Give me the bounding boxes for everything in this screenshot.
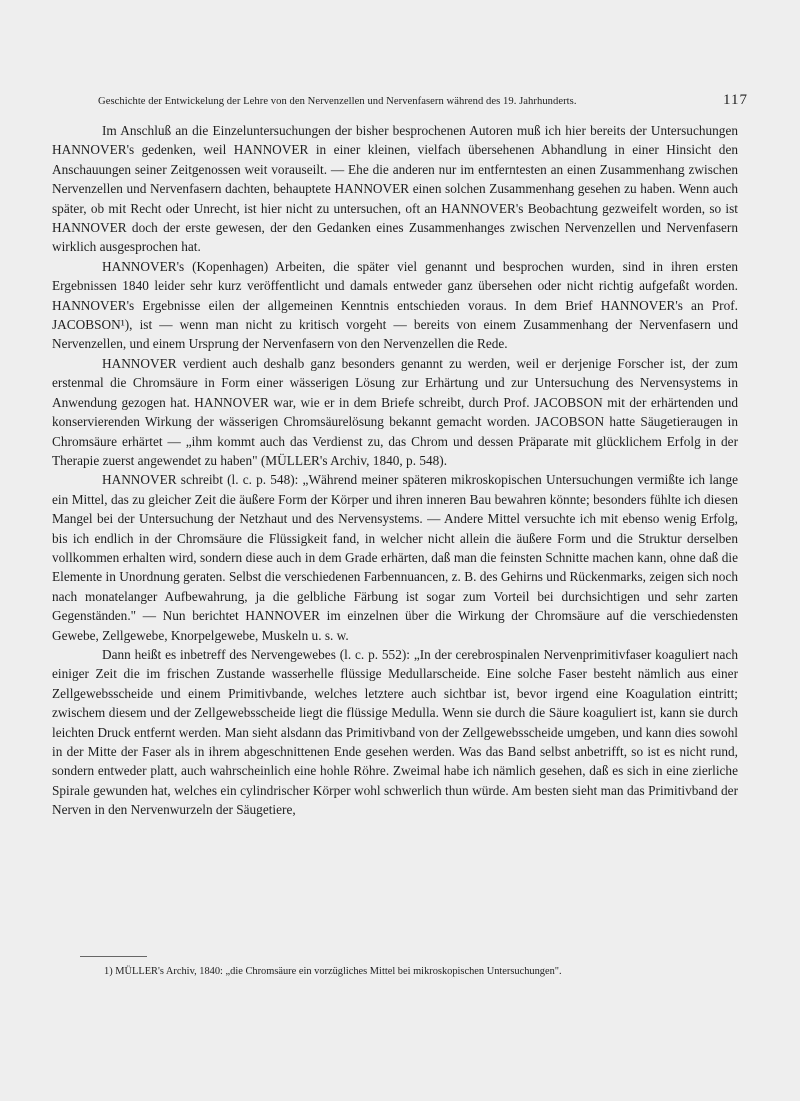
- paragraph: Dann heißt es inbetreff des Nervengewebes (l. c. p. 552): „In der cerebrospinalen Nervenprimitivfaser koaguliert nach einiger Zeit die im frischen Zustande wasserhelle flüssige Medullarscheide. Eine solche Faser besteht nämlich aus einer Zellgewebsscheide und einem Primitivbande, welches letztere auch sichtbar ist, bevor irgend eine Koagulation eintritt; zwischem diesem und der Zellgewebsscheide liegt die flüssige Medulla. Wenn sie durch die Säure koaguliert ist, kann sie durch leichten Druck entfernt werden. Man sieht alsdann das Primitivband von der Zellgewebsscheide umgeben, und kann dies sowohl in der Mitte der Faser als in ihrem abgeschnittenen Ende gesehen werden. Was das Band selbst anbetrifft, so ist es nicht rund, sondern entweder platt, auch wahrscheinlich eine hohle Röhre. Zweimal habe ich nämlich gesehen, daß es sich in eine zierliche Spirale gewunden hat, welches ein cylindrischer Körper wohl schwerlich thun würde. Am besten sieht man das Primitivband der Nerven in den Nervenwurzeln der Säugetiere,: [52, 646, 738, 818]
- paragraph: HANNOVER verdient auch deshalb ganz besonders genannt zu werden, weil er derjenige Forscher ist, der zum erstenmal die Chromsäure in Form einer wässerigen Lösung zur Erhärtung und zur Untersuchung des Nervensystems in Anwendung gezogen hat. HANNOVER war, wie er in dem Briefe schreibt, durch Prof. JACOBSON mit der erhärtenden und konservierenden Wirkung der wässerigen Chromsäurelösung bekannt gemacht worden. JACOBSON hatte Säugetieraugen in Chromsäure erhärtet — „ihm kommt auch das Verdienst zu, das Chrom und dessen Präparate mit glücklichem Erfolg in der Therapie zuerst angewendet zu haben" (MÜLLER's Archiv, 1840, p. 548).: [52, 355, 738, 468]
- footnote: 1) MÜLLER's Archiv, 1840: „die Chromsäure ein vorzügliches Mittel bei mikroskopischen Untersuchungen".: [104, 966, 562, 977]
- footnote-divider: [80, 956, 147, 957]
- body-text: [52, 121, 738, 820]
- page-number: 117: [723, 92, 748, 108]
- running-header: [98, 92, 748, 109]
- paragraph: HANNOVER's (Kopenhagen) Arbeiten, die später viel genannt und besprochen wurden, sind in ihren ersten Ergebnissen 1840 leider sehr kurz veröffentlicht und damals entweder ganz übersehen oder nicht richtig aufgefaßt worden. HANNOVER's Ergebnisse eilen der allgemeinen Kenntnis entschieden voraus. In dem Brief HANNOVER's an Prof. JACOBSON¹), ist — wenn man nicht zu kritisch vorgeht — bereits von einem Zusammenhang der Nervenfasern und Nervenzellen, und einem Ursprung der Nervenfasern von den Nervenzellen die Rede.: [52, 258, 738, 352]
- running-title: Geschichte der Entwickelung der Lehre von den Nervenzellen und Nervenfasern während des 19. Jahrhunderts.: [98, 96, 577, 107]
- paragraph: HANNOVER schreibt (l. c. p. 548): „Während meiner späteren mikroskopischen Untersuchungen vermißte ich lange ein Mittel, das zu gleicher Zeit die äußere Form der Körper und ihren inneren Bau bewahren könnte; besonders fühlte ich diesen Mangel bei der Untersuchung der Netzhaut und des Nervensystems. — Andere Mittel versuchte ich mit ebenso wenig Erfolg, bis ich endlich in der Chromsäure die Flüssigkeit fand, in welcher nicht allein die äußere Form und die Struktur derselben vollkommen erhalten wird, sondern diese auch in dem Grade erhärten, daß man die feinsten Schnitte machen kann, ohne daß die Elemente in Unordnung geraten. Selbst die verschiedenen Farbennuancen, z. B. des Gehirns und Rückenmarks, zeigen sich noch nach monatelanger Aufbewahrung, ja die gelbliche Färbung ist sogar zum Vorteil bei durchsichtigen und sehr zarten Gegenständen." — Nun berichtet HANNOVER im einzelnen über die Wirkung der Chromsäure auf die verschiedensten Gewebe, Zellgewebe, Knorpelgewebe, Muskeln u. s. w.: [52, 472, 738, 643]
- paragraph: Im Anschluß an die Einzeluntersuchungen der bisher besprochenen Autoren muß ich hier bereits der Untersuchungen HANNOVER's gedenken, weil HANNOVER in einer kleinen, vielfach übersehenen Abhandlung in einer Hinsicht den Anschauungen seiner Zeitgenossen weit vorauseilt. — Ehe die anderen nur im entferntesten an einen Zusammenhang zwischen Nervenzellen und Nervenfasern dachten, behauptete HANNOVER einen solchen Zusammenhang gesehen zu haben. Wenn auch später, ob mit Recht oder Unrecht, ist hier nicht zu untersuchen, oft an HANNOVER's Beobachtung gezweifelt worden, so ist HANNOVER doch der erste gewesen, der den Gedanken eines Zusammenhanges zwischen Nervenzellen und Nervenfasern wirklich ausgesprochen hat.: [52, 123, 738, 255]
